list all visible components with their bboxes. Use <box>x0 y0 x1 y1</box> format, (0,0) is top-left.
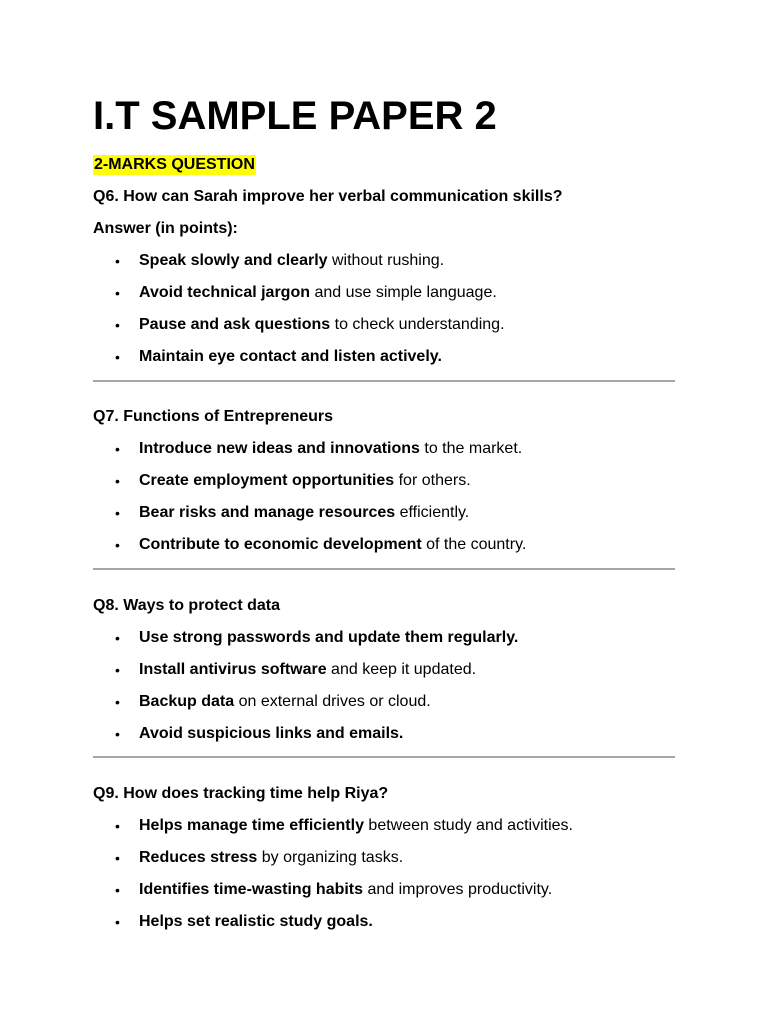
answer-list <box>93 251 675 367</box>
point-text: and keep it updated. <box>326 661 477 678</box>
point-bold-text: Bear risks and manage resources <box>139 504 396 521</box>
list-item <box>93 848 675 868</box>
list-item <box>93 283 675 303</box>
answer-list <box>93 816 675 932</box>
bullet-icon: • <box>115 441 120 457</box>
section-label-highlighted: 2-MARKS QUESTION <box>94 156 255 173</box>
list-item <box>93 251 675 271</box>
point-text: on external drives or cloud. <box>234 693 431 710</box>
point-text: of the country. <box>421 536 527 553</box>
question-heading: Q8. Ways to protect data <box>93 597 280 614</box>
list-item <box>93 724 675 744</box>
bullet-icon: • <box>115 662 120 678</box>
list-item <box>93 439 675 459</box>
point-bold-text: Helps set realistic study goals. <box>139 913 373 930</box>
bullet-icon: • <box>115 914 120 930</box>
bullet-icon: • <box>115 505 120 521</box>
list-item <box>93 315 675 335</box>
bullet-icon: • <box>115 285 120 301</box>
page-title: I.T SAMPLE PAPER 2 <box>93 94 497 138</box>
horizontal-divider <box>93 380 675 382</box>
point-text: to check understanding. <box>330 316 505 333</box>
list-item <box>93 347 675 367</box>
horizontal-divider <box>93 568 675 570</box>
point-text: efficiently. <box>395 504 470 521</box>
point-text: to the market. <box>419 440 523 457</box>
point-bold-text: Install antivirus software <box>139 661 327 678</box>
list-item <box>93 692 675 712</box>
point-bold-text: Avoid suspicious links and emails. <box>139 725 404 742</box>
answer-list <box>93 628 675 744</box>
question-heading: Q7. Functions of Entrepreneurs <box>93 408 334 425</box>
question-block-q9 <box>93 784 675 932</box>
list-item <box>93 912 675 932</box>
answer-label: Answer (in points): <box>93 220 238 237</box>
bullet-icon: • <box>115 349 120 365</box>
point-text: and improves productivity. <box>363 881 553 898</box>
point-bold-text: Backup data <box>139 693 235 710</box>
bullet-icon: • <box>115 630 120 646</box>
point-bold-text: Avoid technical jargon <box>139 284 310 301</box>
point-text: for others. <box>394 472 471 489</box>
bullet-icon: • <box>115 694 120 710</box>
bullet-icon: • <box>115 726 120 742</box>
point-bold-text: Maintain eye contact and listen actively. <box>139 348 442 365</box>
bullet-icon: • <box>115 317 120 333</box>
list-item <box>93 628 675 648</box>
point-bold-text: Use strong passwords and update them regularly. <box>139 629 519 646</box>
answer-list <box>93 439 675 555</box>
question-block-q7 <box>93 407 675 555</box>
point-bold-text: Contribute to economic development <box>139 536 422 553</box>
point-bold-text: Identifies time-wasting habits <box>139 881 364 898</box>
point-bold-text: Introduce new ideas and innovations <box>139 440 420 457</box>
horizontal-divider <box>93 756 675 758</box>
point-bold-text: Pause and ask questions <box>139 316 331 333</box>
point-bold-text: Speak slowly and clearly <box>139 252 328 269</box>
point-text: between study and activities. <box>363 817 573 834</box>
bullet-icon: • <box>115 473 120 489</box>
list-item <box>93 471 675 491</box>
list-item <box>93 880 675 900</box>
point-bold-text: Create employment opportunities <box>139 472 395 489</box>
point-bold-text: Reduces stress <box>139 849 258 866</box>
point-bold-text: Helps manage time efficiently <box>139 817 364 834</box>
bullet-icon: • <box>115 818 120 834</box>
list-item <box>93 660 675 680</box>
question-heading: Q6. How can Sarah improve her verbal communication skills? <box>93 188 563 205</box>
bullet-icon: • <box>115 537 120 553</box>
point-text: and use simple language. <box>310 284 497 301</box>
question-block-q6 <box>93 187 675 367</box>
list-item <box>93 503 675 523</box>
list-item <box>93 816 675 836</box>
point-text: by organizing tasks. <box>257 849 404 866</box>
bullet-icon: • <box>115 882 120 898</box>
bullet-icon: • <box>115 850 120 866</box>
question-heading: Q9. How does tracking time help Riya? <box>93 785 389 802</box>
bullet-icon: • <box>115 253 120 269</box>
point-text: without rushing. <box>327 252 445 269</box>
question-block-q8 <box>93 596 675 744</box>
list-item <box>93 535 675 555</box>
